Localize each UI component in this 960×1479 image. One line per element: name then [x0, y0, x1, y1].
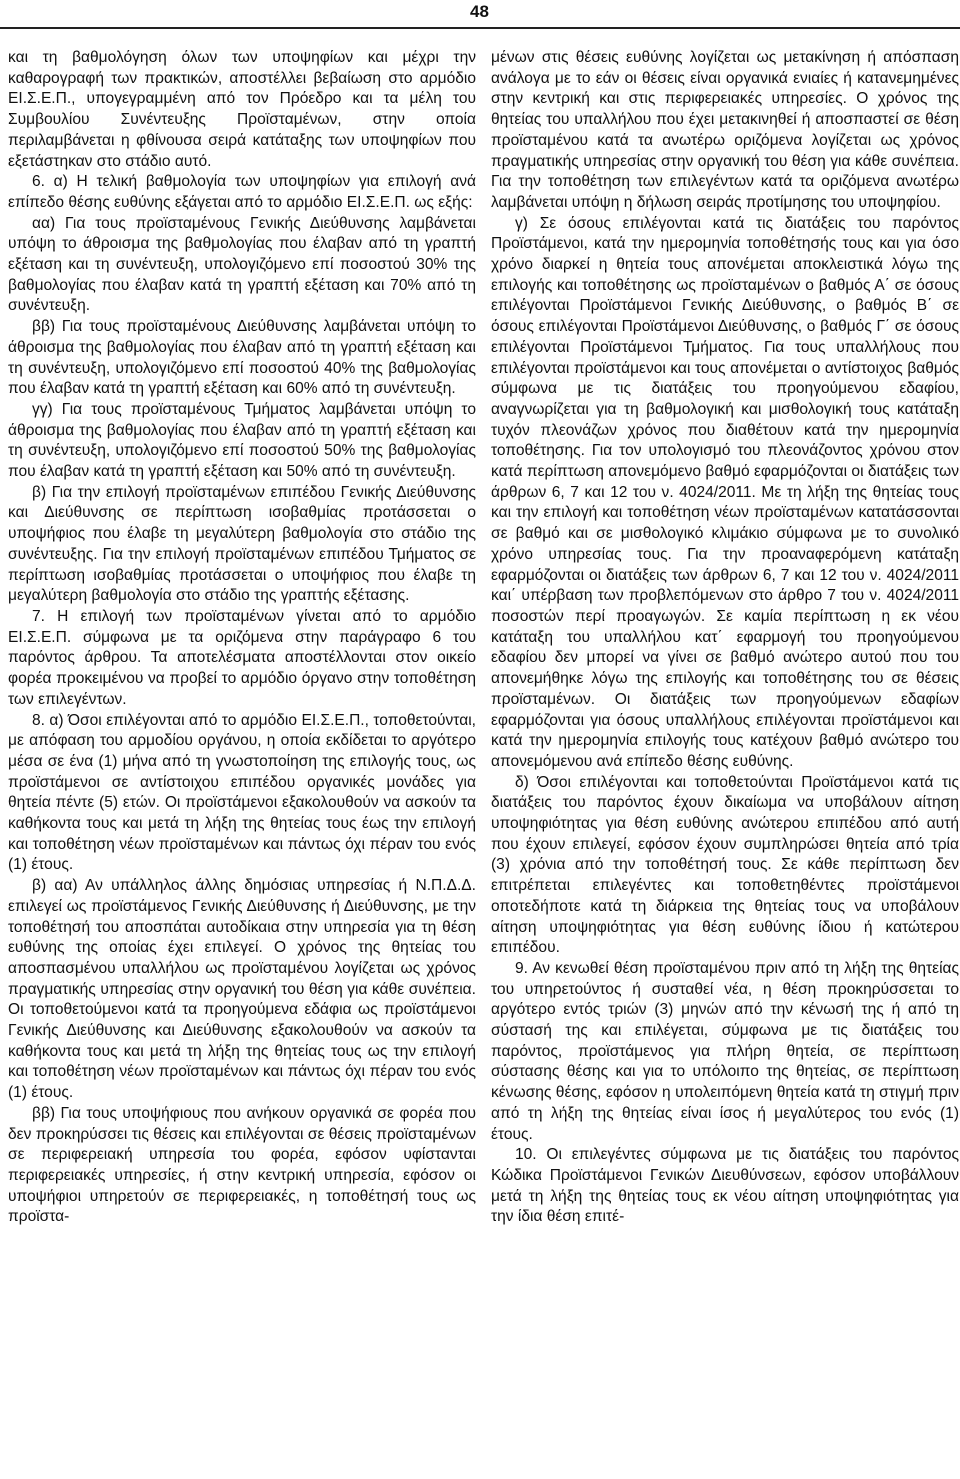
header-rule — [0, 27, 960, 29]
page-number: 48 — [470, 2, 489, 21]
left-column — [8, 48, 476, 1228]
paragraph: και τη βαθμολόγηση όλων των υποψηφίων και μέχρι την καθαρογραφή των πρακτικών, αποστέλλει βεβαίωση στο αρμόδιο ΕΙ.Σ.Ε.Π., υπογεγραμμένη από τον Πρόεδρο και τα μέλη του Συμβουλίου Συνέντευξης Προϊσταμένων, στην οποία περιλαμβάνεται η φθίνουσα σειρά κατάταξης των υποψηφίων που εξετάστηκαν στο στάδιο αυτό. — [8, 49, 476, 170]
paragraph: ββ) Για τους προϊσταμένους Διεύθυνσης λαμβάνεται υπόψη το άθροισμα της βαθμολογίας που έλαβαν από τη γραπτή εξέταση και τη συνέντευξη, υπολογιζόμενο επί ποσοστού 40% της βαθμολογίας που έλαβαν κατά τη γραπτή εξέταση και 60% από τη συνέντευξη. — [8, 318, 476, 398]
paragraph: μένων στις θέσεις ευθύνης λογίζεται ως μετακίνηση ή απόσπαση ανάλογα με το εάν οι θέσεις είναι οργανικά ενιαίες ή κατανεμημένες στην κεντρική και στις περιφερειακές υπηρεσίες. Ο χρόνος της θητείας του υπαλλήλου που έχει μετακινηθεί ή αποσπαστεί σε θέση προϊσταμένου κατά τα ανωτέρω οριζόμενα λογίζεται ως χρόνος πραγματικής υπηρεσίας στην οργανική του θέση για κάθε συνέπεια. Για την τοποθέτηση των επιλεγέντων κατά τα οριζόμενα ανωτέρω λαμβάνεται υπόψη η δήλωση σειράς προτίμησης του υποψηφίου. — [491, 49, 959, 211]
paragraph: β) αα) Αν υπάλληλος άλλης δημόσιας υπηρεσίας ή Ν.Π.Δ.Δ. επιλεγεί ως προϊστάμενος Γενικής Διεύθυνσης ή Διεύθυνσης, με την τοποθέτησή του αποσπάται αυτοδίκαια στην υπηρεσία για τη θέση ευθύνης της οποίας έχει επιλεγεί. Ο χρόνος της θητείας του αποσπασμένου υπαλλήλου ως προϊσταμένου λογίζεται ως χρόνος πραγματικής υπηρεσίας στην οργανική του θέση για κάθε συνέπεια. Οι τοποθετούμενοι κατά τα προηγούμενα εδάφια ως προϊστάμενοι Γενικής Διεύθυνσης και Διεύθυνσης εξακολουθούν να ασκούν τα καθήκοντα τους και μετά τη λήξη της θητείας τους ως την επιλογή και τοποθέτηση νέων προϊσταμένων και πάντως όχι πέραν του ενός (1) έτους. — [8, 877, 476, 1102]
paragraph: γγ) Για τους προϊσταμένους Τμήματος λαμβάνεται υπόψη το άθροισμα της βαθμολογίας που έλαβαν από τη γραπτή εξέταση και τη συνέντευξη, υπολογιζόμενο επί ποσοστού 50% της βαθμολογίας που έλαβαν κατά τη γραπτή εξέταση και 50% από τη συνέντευξη. — [8, 400, 476, 481]
paragraph: 8. α) Όσοι επιλέγονται από το αρμόδιο ΕΙ.Σ.Ε.Π., τοποθετούνται, με απόφαση του αρμοδίου οργάνου, η οποία εκδίδεται το αργότερο μέσα σε ένα (1) μήνα από τη γνωστοποίηση της επιλογής τους, ως προϊστάμενοι σε αντίστοιχου επιπέδου οργανικές μονάδες για θητεία πέντε (5) ετών. Οι προϊστάμενοι εξακολουθούν να ασκούν τα καθήκοντα τους και μετά τη λήξη της θητείας τους έως την επιλογή και τοποθέτηση νέων προϊσταμένων και πάντως όχι πέραν του ενός (1) έτους. — [8, 711, 476, 874]
paragraph: 10. Οι επιλεγέντες σύμφωνα με τις διατάξεις του παρόντος Κώδικα Προϊστάμενοι Γενικών Διευθύνσεων, εφόσον υποβάλλουν μετά τη λήξη της θητείας τους εκ νέου αίτηση υποψηφιότητας για την ίδια θέση επιτέ- — [491, 1146, 959, 1226]
paragraph: 9. Αν κενωθεί θέση προϊσταμένου πριν από τη λήξη της θητείας του υπηρετούντος ή συσταθεί νέα, η θέση προκηρύσσεται το αργότερο εντός τριών (3) μηνών από την κένωσή της ή από τη σύστασή της και επιλέγεται, σύμφωνα με τις διατάξεις του παρόντος, προϊστάμενος για πλήρη θητεία, σε περίπτωση σύστασης θέσης και για το υπόλοιπο της θητείας, σε περίπτωση κένωσης θέσης, εφόσον η υπολειπόμενη θητεία κατά τη στιγμή πριν από τη λήξη της θητείας είναι ίσος ή μεγαλύτερος του ενός (1) έτους. — [491, 959, 959, 1143]
right-column — [491, 48, 959, 1228]
paragraph: ββ) Για τους υποψήφιους που ανήκουν οργανικά σε φορέα που δεν προκηρύσσει τις θέσεις και επιλέγονται σε θέσεις προϊσταμένων σε περιφερειακή υπηρεσία του φορέα, εφόσον υφίστανται περιφερειακές υπηρεσίες, ή στην κεντρική υπηρεσία, εφόσον οι υποψήφιοι υπηρετούν σε περιφερειακές, η τοποθέτησή τους ως προϊστα- — [8, 1104, 476, 1226]
paragraph: β) Για την επιλογή προϊσταμένων επιπέδου Γενικής Διεύθυνσης και Διεύθυνσης σε περίπτωση ισοβαθμίας προτάσσεται ο υποψήφιος που έλαβε τη μεγαλύτερη βαθμολογία στο στάδιο της συνέντευξης. Για την επιλογή προϊσταμένων επιπέδου Τμήματος σε περίπτωση ισοβαθμίας προτάσσεται ο υποψήφιος που έλαβε τη μεγαλύτερη βαθμολογία στο στάδιο της γραπτής εξέτασης. — [8, 483, 476, 605]
paragraph: 7. Η επιλογή των προϊσταμένων γίνεται από το αρμόδιο ΕΙ.Σ.Ε.Π. σύμφωνα με τα οριζόμενα στην παράγραφο 6 του παρόντος άρθρου. Τα αποτελέσματα αποστέλλονται στον οικείο φορέα προκειμένου να προβεί το αρμόδιο όργανο στην τοποθέτηση των επιλεγέντων. — [8, 607, 476, 708]
paragraph: γ) Σε όσους επιλέγονται κατά τις διατάξεις του παρόντος Προϊστάμενοι, κατά την ημερομηνία τοποθέτησής τους και για όσο χρόνο διαρκεί η θητεία τους απονέμεται αποκλειστικά λόγω της επιλογής και τοποθέτησης ως προϊσταμένων ο βαθμός Α΄ σε όσους επιλέγονται Προϊστάμενοι Γενικής Διεύθυνσης, ο βαθμός Β΄ σε όσους επιλέγονται Προϊστάμενοι Διεύθυνσης, ο βαθμός Γ΄ σε όσους επιλέγονται Προϊστάμενοι Τμήματος. Για τους υπαλλήλους που επιλέγονται προϊστάμενοι και τους απονέμεται ο αντίστοιχος βαθμός σύμφωνα με τις διατάξεις του προηγούμενου εδαφίου, αναγνωρίζεται για τη βαθμολογική και μισθολογική τους κατάταξη τυχόν πλεονάζων χρόνος που διαθέτουν κατά την ημερομηνία τοποθέτησης. Για τον υπολογισμό του πλεονάζοντος χρόνου στον κατά περίπτωση απονεμόμενο βαθμό εφαρμόζονται οι διατάξεις των άρθρων 6, 7 και 12 του ν. 4024/2011. Με τη λήξη της θητείας τους και την επιλογή και τοποθέτηση νέων προϊσταμένων κατατάσσονται σε βαθμό και σε μισθολογικό κλιμάκιο σύμφωνα με το συνολικό χρόνο υπηρεσίας τους. Για την προαναφερόμενη κατάταξη εφαρμόζονται οι διατάξεις των άρθρων 6, 7 και 12 του ν. 4024/2011 και΄ υπέρβαση των προβλεπόμενων στο άρθρο 7 του ν. 4024/2011 ποσοστών περί προαγωγών. Σε καμία περίπτωση η εκ νέου κατάταξη του υπαλλήλου κατ΄ εφαρμογή του προηγούμενου εδαφίου δεν μπορεί να γίνει σε βαθμό ανώτερο αυτού που του απονεμήθηκε λόγω της επιλογής και τοποθέτησης του σε θέσεις προϊσταμένων. Οι διατάξεις των προηγούμενων εδαφίων εφαρμόζονται για όσους υπαλλήλους επιλέγονται προϊστάμενοι και κατά την ημερομηνία επιλογής τους κατέχουν βαθμό ανώτερο του απονεμόμενου ανά επίπεδο θέσης ευθύνης. — [491, 214, 959, 770]
page-header — [0, 0, 960, 38]
paragraph: αα) Για τους προϊσταμένους Γενικής Διεύθυνσης λαμβάνεται υπόψη το άθροισμα της βαθμολογίας που έλαβαν από τη γραπτή εξέταση και τη συνέντευξη, υπολογιζόμενο επί ποσοστού 30% της βαθμολογίας που έλαβαν κατά τη γραπτή εξέταση και 70% από τη συνέντευξη. — [8, 214, 476, 315]
paragraph: 6. α) Η τελική βαθμολογία των υποψηφίων για επιλογή ανά επίπεδο θέσης ευθύνης εξάγεται από το αρμόδιο ΕΙ.Σ.Ε.Π. ως εξής: — [8, 173, 476, 211]
paragraph: δ) Όσοι επιλέγονται και τοποθετούνται Προϊστάμενοι κατά τις διατάξεις του παρόντος έχουν δικαίωμα να υποβάλουν αίτηση υποψηφιότητας για θέση ευθύνης ανώτερου επιπέδου από αυτή που έχουν επιλεγεί, εφόσον έχουν συμπληρώσει θητεία από τρία (3) χρόνια από την τοποθέτησή τους. Σε κάθε περίπτωση δεν επιτρέπεται επιλεγέντες και τοποθετηθέντες προϊστάμενοι οποτεδήποτε κατά τη διάρκεια της θητείας τους να υποβάλουν αίτηση υποψηφιότητας για θέση ευθύνης ίδιου ή κατώτερου επιπέδου. — [491, 773, 959, 957]
